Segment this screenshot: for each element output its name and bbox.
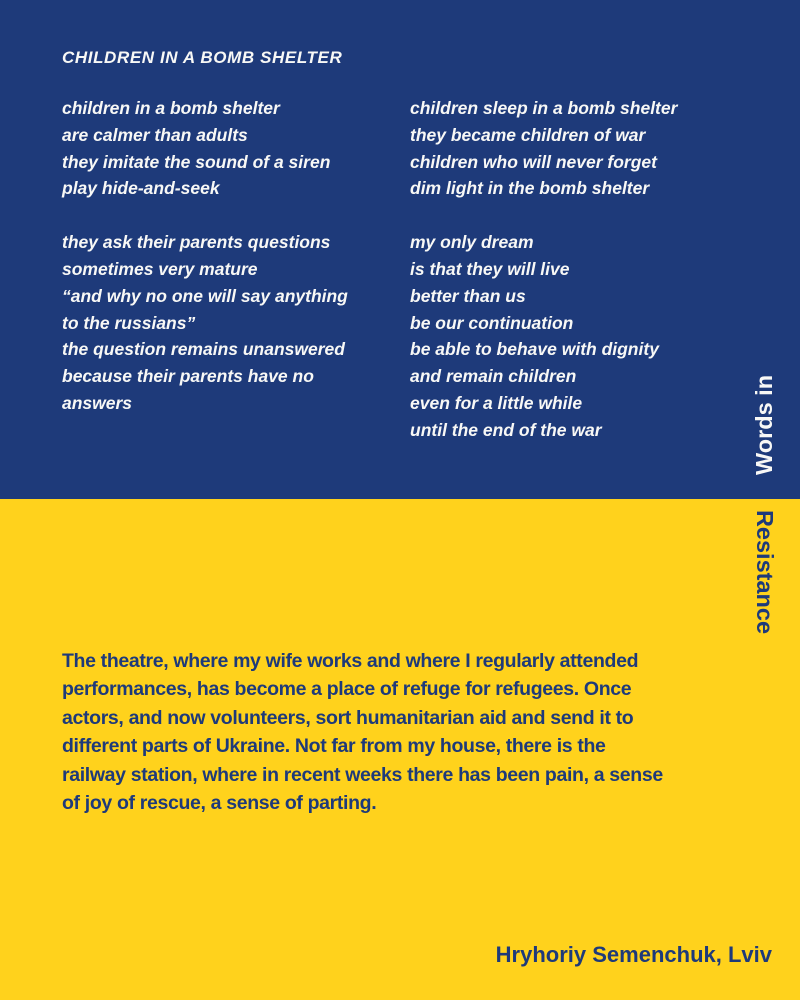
poem-line: children in a bomb shelter — [62, 98, 280, 118]
prose-line: different parts of Ukraine. Not far from my house, there is the — [62, 735, 606, 758]
poem-stanza-left-2 — [62, 229, 422, 417]
poem-line: be our continuation — [410, 312, 574, 333]
poem-line: is that they will live — [410, 258, 570, 279]
poem-line: dim light in the bomb shelter — [410, 178, 650, 199]
poem-line: play hide-and-seek — [62, 178, 220, 199]
prose-line: The theatre, where my wife works and where I regularly attended — [62, 650, 639, 672]
sidebar-label-words-in: Words in — [751, 374, 777, 476]
poem-line: the question remains unanswered — [62, 339, 345, 360]
poem-column-left — [62, 95, 422, 444]
poem-line: until the end of the war — [410, 419, 602, 440]
poem-line: “and why no one will say anything — [62, 285, 348, 306]
prose-line: of joy of rescue, a sense of parting. — [62, 792, 377, 815]
poem-title: CHILDREN IN A BOMB SHELTER — [62, 48, 343, 67]
poem-line: they imitate the sound of a siren — [62, 151, 331, 172]
sidebar-label-resistance: Resistance — [752, 509, 778, 635]
poem-line: sometimes very mature — [62, 258, 258, 279]
poem-line: better than us — [410, 285, 526, 306]
poem-column-right — [410, 95, 770, 471]
poem-line: even for a little while — [410, 392, 583, 413]
author-attribution: Hryhoriy Semenchuk, Lviv — [495, 942, 772, 967]
poem-line: they ask their parents questions — [62, 232, 331, 253]
poem-stanza-left-1 — [62, 95, 422, 202]
poem-line: because their parents have no — [62, 366, 314, 387]
prose-line: performances, has become a place of refuge for refugees. Once — [62, 678, 632, 701]
prose-paragraph — [62, 647, 762, 817]
poem-line: are calmer than adults — [62, 124, 248, 145]
prose-line: actors, and now volunteers, sort humanitarian aid and send it to — [62, 706, 634, 729]
poem-line: children sleep in a bomb shelter — [410, 98, 678, 118]
poem-line: my only dream — [410, 232, 534, 253]
poem-line: to the russians” — [62, 312, 196, 333]
poem-stanza-right-2 — [410, 229, 770, 443]
poem-line: children who will never forget — [410, 151, 657, 172]
poem-stanza-right-1 — [410, 95, 770, 202]
poem-line: be able to behave with dignity — [410, 339, 659, 360]
poem-line: answers — [62, 392, 133, 413]
poem-line: they became children of war — [410, 124, 646, 145]
poem-line: and remain children — [410, 366, 577, 387]
prose-line: railway station, where in recent weeks there has been pain, a sense — [62, 763, 663, 786]
